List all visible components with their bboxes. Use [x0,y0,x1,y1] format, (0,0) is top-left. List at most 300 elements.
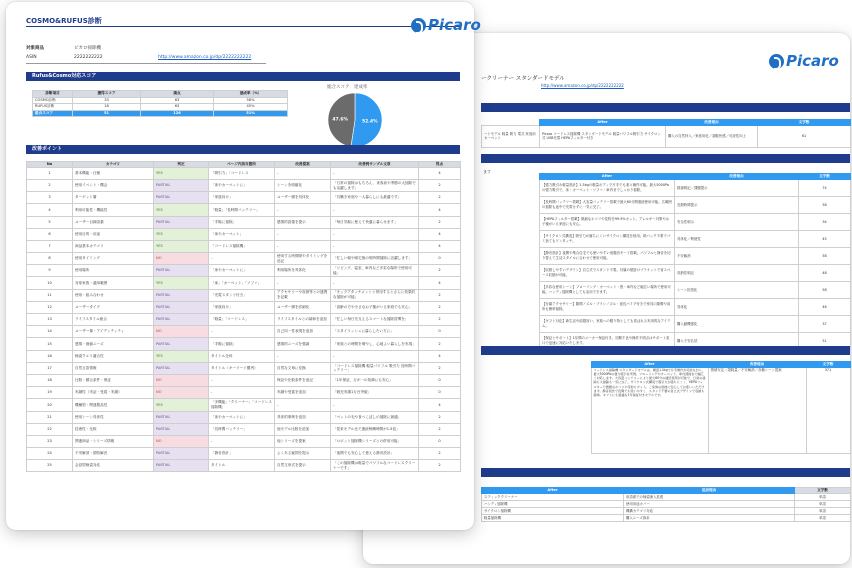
table-cell: 371 [806,367,850,453]
table-row [27,460,461,472]
table-cell: 46 [799,298,851,315]
table-cell: 具体化／利便性 [675,230,799,247]
score-cell: COSMO診断 [33,97,73,104]
items-header-location: ページ内該当箇所 [209,162,275,168]
item-proposal: 使用する時間帯やタイミングを追記 [275,253,331,265]
table-cell: 【長時間バッテリー搭載】大容量バッテリー搭載で最大60分間連続使用可能。広範囲の掃除も途中で充電せずに一気に完了。 [540,196,675,213]
item-category: 実績性（実証・受賞・実績） [73,387,154,399]
item-location: 「軽量」「長時間バッテリー」 [209,204,275,216]
back-title-section-bar [481,103,850,112]
item-category: ユーザー像・アイデンティティ [73,326,154,338]
t4-header-reason: 追加理由 [624,488,795,494]
item-location: 「床やカーペットに」 [209,265,275,277]
item-no: 16 [27,350,73,362]
table-row [27,167,461,179]
item-no: 12 [27,301,73,313]
item-location: 「床」「カーペット」「ソファ」 [209,277,275,289]
table-cell: 単語 [795,507,851,514]
item-location: 「多機能」「クリーナー」「コードレス掃除機」 [209,399,275,411]
item-category: ユーザータイプ [73,301,154,313]
table-row [27,326,461,338]
table-cell: 【保証とサポート】1年間のメーカー保証付き。初期不良や操作不明点はサポート窓口で迅速に対応いたします。 [540,332,675,349]
item-location: 「家族向け」 [209,301,275,313]
item-points: 2 [419,301,461,313]
item-no: 15 [27,338,73,350]
item-no: 17 [27,362,73,374]
table-cell: ードモデル 軽量 吸力 電式 家庭用 カーペット [482,125,540,147]
item-points: 4 [419,350,461,362]
item-judgement: PARTIAL [154,314,209,326]
item-sample: 「高齢の方や小さなお子様がいる家庭でも安心」 [331,301,419,313]
item-judgement: NO [154,374,209,386]
item-points: 2 [419,423,461,435]
item-sample: 「共働き家庭や一人暮らしにも最適です」 [331,192,419,204]
table-row [27,179,461,191]
picaro-logo-text: Picaro [786,52,839,70]
score-section-bar: Rufus&Cosmo対応スコア [26,72,460,81]
item-location: - [209,387,275,399]
item-points: 2 [419,179,461,191]
table-cell: 58 [799,196,851,213]
product-url[interactable]: http://www.amazon.co.jp/dp/2222222222 [158,55,252,60]
item-proposal: アクセサリーや収納等との連携を記載 [275,289,331,301]
score-header-rate: 達成率（%） [214,91,288,98]
back-keywords-section-bar [481,468,850,477]
table-row [27,387,461,399]
table-row [27,435,461,447]
table-cell: 購入動機強化 [675,315,799,332]
score-header-max: 満点 [141,91,214,98]
title-improvement-table [481,119,851,148]
item-location: 「コードレス掃除機」 [209,240,275,252]
item-no: 8 [27,253,73,265]
table-cell: Picaro コードレス掃除機 スタンダードモデル 軽量パワフル吸引力 サイクロン式 USB充電 HEPAフィルター付き [540,125,666,147]
title-divider [26,26,460,27]
item-sample: 「夜間でも安心して使える静音設計」 [331,448,419,460]
item-points: 4 [419,399,461,411]
t3-header-count: 文字数 [806,362,850,368]
item-judgement: PARTIAL [154,216,209,228]
item-judgement: YES [154,350,209,362]
item-judgement: PARTIAL [154,179,209,191]
report-page-front [6,2,481,530]
table-cell: 51 [799,332,851,349]
items-header-no: No [27,162,73,168]
item-no: 14 [27,326,73,338]
t1-header-reason: 改善理由 [666,120,758,126]
item-sample: - [331,240,419,252]
table-cell: 単語 [795,500,851,507]
item-sample: 「毎日気軽に使えて快適に暮らせます」 [331,216,419,228]
item-points: 4 [419,240,461,252]
table-cell: スティッククリーナー [482,493,624,500]
item-no: 24 [27,448,73,460]
items-header-category: カテゴリ [73,162,154,168]
table-cell: 74 [799,179,851,196]
description-improvement-table [481,361,851,454]
table-row [27,374,461,386]
product-name: ピカロ掃除機 [74,46,101,51]
item-no: 6 [27,228,73,240]
item-category: 使用目的・用途 [73,228,154,240]
item-sample: 「日常の掃除はもちろん、来客前や季節の大掃除でも活躍します」 [331,179,419,191]
item-points: 2 [419,411,461,423]
bullets-before-label: ます [483,169,491,174]
item-sample: - [331,204,419,216]
table-row [27,277,461,289]
item-sample: - [331,228,419,240]
item-judgement: YES [154,240,209,252]
item-judgement: PARTIAL [154,338,209,350]
item-no: 10 [27,277,73,289]
item-sample: - [331,167,419,179]
table-cell: 34 [799,213,851,230]
items-header-points: 得点 [419,162,461,168]
item-points: 4 [419,277,461,289]
table-cell: 【強力吸引＆軽量設計】1.5kgの軽量ボディで片手でも楽々操作可能。最大5000Paの強力吸引で、床・カーペット・ソファ・車内までしっかり掃除。 [540,179,675,196]
item-category: 比較・競合条件・保証 [73,374,154,386]
item-points: 2 [419,192,461,204]
item-sample: 「ロボット掃除機シリーズとの併用可能」 [331,435,419,447]
item-judgement: PARTIAL [154,362,209,374]
table-row [27,204,461,216]
table-cell: 単語 [795,493,851,500]
item-points: 4 [419,167,461,179]
item-no: 9 [27,265,73,277]
item-proposal: - [275,204,331,216]
table-cell: シーン拡張化 [675,281,799,298]
item-judgement: NO [154,435,209,447]
table-cell: 軽量掃除機 [482,514,624,521]
item-points: 2 [419,314,461,326]
item-location: - [209,326,275,338]
item-sample: 「この掃除機は軽量でパワフルなコードレスクリーナーです」 [331,460,419,472]
table-row [27,289,461,301]
keywords-table [481,487,851,522]
achievement-pie-chart [326,91,384,149]
item-judgement: PARTIAL [154,289,209,301]
table-row [27,399,461,411]
item-category: 自然言語情報 [73,362,154,374]
item-judgement: PARTIAL [154,192,209,204]
item-judgement: PARTIAL [154,265,209,277]
item-category: 対象家族・適用範囲 [73,277,154,289]
table-cell: ハンディ掃除機 [482,500,624,507]
score-cell: 33 [73,97,141,104]
item-proposal: - [275,277,331,289]
back-page-title: ークリーナー スタンダードモデル [481,76,565,82]
item-judgement: YES [154,167,209,179]
item-no: 21 [27,411,73,423]
item-sample: - [331,277,419,289]
item-category: 使用シーン具体性 [73,411,154,423]
item-sample: 「忙しい朝や帰宅後の短時間掃除に活躍します」 [331,253,419,265]
item-no: 20 [27,399,73,411]
product-label: 対象商品 [26,46,44,51]
table-cell: 61 [758,125,851,147]
item-no: 7 [27,240,73,252]
table-cell: 使用用途カバー [624,500,795,507]
table-row [27,253,461,265]
score-cell: 58% [214,97,288,104]
t4-header-after: After [482,488,624,494]
picaro-logo-icon [411,18,426,33]
item-category: 会話型検索対応 [73,460,154,472]
item-category: 使用タイミング [73,253,154,265]
picaro-logo-icon [769,54,784,69]
item-points: 2 [419,338,461,350]
asin-label: ASIN [26,55,37,60]
pie-chart-title: 総合スコア 達成率 [327,85,368,90]
table-cell: 具体化 [675,298,799,315]
item-proposal: ユーザー層を詳細化 [275,301,331,313]
improvement-items-table [26,161,461,472]
table-row [27,448,461,460]
back-description-section-bar [481,346,850,355]
back-product-url[interactable]: http://www.amazon.co.jp/dp/2222222222 [541,83,624,88]
asin-value: 2222222222 [74,55,103,60]
item-category: 感情・価値ニーズ [73,338,154,350]
table-cell: 機構カテゴリ対応 [624,507,795,514]
items-header-proposal: 改善提案 [275,162,331,168]
total-score-cell: 総合スコア [33,110,73,117]
table-row [27,314,461,326]
t2-header-count: 文字数 [799,174,851,180]
item-proposal: 他シリーズを提案 [275,435,331,447]
table-row [27,228,461,240]
score-cell: 63 [141,97,214,104]
item-category: 基本機能・仕様 [73,167,154,179]
item-proposal: 他モデル比較を追加 [275,423,331,435]
table-cell: 【付属アクセサリー】隙間ノズル・ブラシノズル・延長パイプ付きで家具の隙間や高所も簡単掃除。 [540,298,675,315]
table-row [27,411,461,423]
picaro-logo [769,52,839,70]
item-category: ターゲット層 [73,192,154,204]
score-cell: 45% [214,104,288,111]
table-cell: コードレス掃除機 スタンダードモデルは、軽量1.5kgで片手操作が可能ながら、最大5000Paの強力吸引を実現。フローリングやカーペット、車内清掃まで幅広く対応します。大容量バッテリーにより最大60分の連続使用が可能で、日常の掃除も大掃除も一気に完了。サイクロン式構造で吸引力が落ちにくく、HEPAフィルターで微細なホコリや花粉もカット。ご家族の皆様に安心してお使いいただけます。静音設計で夜間でも使いやすく、スタンド不要の自立式デザインで収納も簡単。ギフトにも最適な1年保証付きモデルです。 [591,367,708,453]
item-judgement: NO [154,387,209,399]
item-proposal: ユーザー層を具体化 [275,192,331,204]
item-category: 機種型・関連製品性 [73,399,154,411]
table-row [27,192,461,204]
item-proposal: 自己同一性表現を追加 [275,326,331,338]
item-proposal: よくある疑問を提示 [275,448,331,460]
t3-header-after: After [591,362,708,368]
item-category: 使用・組み合わせ [73,289,154,301]
table-cell: 【サイクロン式構造】吸引力が落ちにくいサイクロン構造を採用。紙パック不要でゴミ捨てもワンタッチ。 [540,230,675,247]
score-header-earned: 獲得スコア [73,91,141,98]
item-location: 「手軽に掃除」 [209,216,275,228]
item-location: - [209,435,275,447]
item-category: 使用イベント・機会 [73,179,154,191]
item-judgement: PARTIAL [154,460,209,472]
picaro-logo-text: Picaro [428,16,481,34]
item-points: 0 [419,374,461,386]
back-bullets-section-bar [481,154,850,163]
item-judgement: PARTIAL [154,301,209,313]
table-cell: 45 [799,230,851,247]
item-proposal: - [275,240,331,252]
item-location: 「静音設計」 [209,448,275,460]
item-points: 2 [419,265,461,277]
pie-data-label: 52.4% [361,119,378,125]
item-points: 2 [419,216,461,228]
item-sample: 「ペットの毛や食べこぼしの掃除に最適」 [331,411,419,423]
item-no: 2 [27,179,73,191]
item-sample: - [331,399,419,411]
items-header-sample: 改善例サンプル文章 [331,162,419,168]
item-location: 「床やカーペット」 [209,228,275,240]
item-points: 4 [419,228,461,240]
t1-header-count: 文字数 [758,120,851,126]
table-cell: 単語 [795,514,851,521]
item-judgement: YES [154,399,209,411]
item-points: 0 [419,435,461,447]
item-sample: 「1年保証、万が一の故障にも安心」 [331,374,419,386]
table-cell: 安全性明示 [675,213,799,230]
item-judgement: YES [154,228,209,240]
item-points: 2 [419,289,461,301]
item-proposal: 実績や受賞を追加 [275,387,331,399]
item-proposal: - [275,399,331,411]
report-title: COSMO&RUFUS診断 [26,17,102,25]
table-cell: 用語面での検索流入拡張 [624,493,795,500]
item-category: 関連商品・シリーズ情報 [73,435,154,447]
item-no: 13 [27,314,73,326]
item-points: 0 [419,326,461,338]
item-proposal: シーンを明確化 [275,179,331,191]
table-cell: 購入の自然拝入／家庭用化／超軽快感／可読性向上 [666,125,758,147]
t2-header-after: After [540,174,675,180]
total-score-cell: 51 [73,110,141,117]
item-proposal: 自然文形式を提示 [275,460,331,472]
t1-header-after: After [540,120,666,126]
table-cell: 不安解消 [675,247,799,264]
item-judgement: PARTIAL [154,448,209,460]
table-cell: 【収納しやすいデザイン】自立式でスタンド不要。付属の壁掛けブラケットで省スペース収納が可能。 [540,264,675,281]
item-sample: 「リビング、寝室、車内など多彩な場所で使用可能」 [331,265,419,277]
item-sample: - [331,350,419,362]
table-row [27,362,461,374]
item-sample: 「販売実績1万台突破」 [331,387,419,399]
item-proposal: - [275,350,331,362]
item-sample: 「忙しい毎日を支えるスマートな掃除習慣を」 [331,314,419,326]
table-cell: 58 [799,281,851,298]
item-points: 2 [419,362,461,374]
table-cell: 37 [799,315,851,332]
item-sample: 「モップアタッチメントと併用するとさらに効果的な掃除が可能」 [331,289,419,301]
picaro-logo [411,16,481,34]
item-proposal: 利用場所を具体化 [275,265,331,277]
table-row [27,301,461,313]
item-category: ユーザー目線語彙 [73,216,154,228]
info-divider [26,63,266,64]
table-cell: 購入不安払拭 [675,332,799,349]
item-category: 商品基本カテゴリ [73,240,154,252]
items-section-bar: 改善ポイント [26,145,460,154]
item-location: 「軽量」「コードレス」 [209,314,275,326]
item-judgement: YES [154,277,209,289]
score-table [32,90,288,117]
item-no: 1 [27,167,73,179]
table-row [27,350,461,362]
item-judgement: NO [154,326,209,338]
item-category: 使用場所 [73,265,154,277]
item-location: - [209,253,275,265]
table-cell: 48 [799,264,851,281]
table-cell: 【ギフト対応】新生活や結婚祝い、家族への贈り物としても喜ばれる実用的なアイテム。 [540,315,675,332]
item-proposal: 具体的事例を追加 [275,411,331,423]
total-score-cell: 51% [214,110,288,117]
item-category: 不安解消・期待解決 [73,448,154,460]
table-cell: 収納性明記 [675,264,799,281]
item-proposal: - [275,228,331,240]
item-points: 0 [419,387,461,399]
score-cell: 63 [141,104,214,111]
item-points: 2 [419,460,461,472]
item-location: 「床やカーペットに」 [209,411,275,423]
table-cell: 【静音設計】夜間や集合住宅でも使いやすい低騒音モード搭載。パワフルと静音を切り替えて生活スタイルに合わせて使用可能。 [540,247,675,264]
item-no: 11 [27,289,73,301]
table-row [27,240,461,252]
item-proposal: 感情的語彙を提示 [275,216,331,228]
table-cell: 58 [799,247,851,264]
items-header-judgement: 判定 [154,162,209,168]
item-category: 利用可能性・機能性 [73,204,154,216]
item-location: タイトル全体 [209,350,275,362]
total-score-cell: 126 [141,110,214,117]
table-cell: 【多彩な使用シーン】フローリング・カーペット・畳・車内など幅広い場所で使用可能。ハンディ掃除機としても活用できます。 [540,281,675,298]
item-proposal: ライフスタイルとの調和を追加 [275,314,331,326]
table-cell: 情緒安定／超軽量／不安解消／各種シーン提案 [708,367,806,453]
item-proposal: 保証や比較条件を追記 [275,374,331,386]
table-cell: サイクロン掃除機 [482,507,624,514]
item-sample: 「従来モデル比で連続稼働時間が1.5倍」 [331,423,419,435]
score-cell: 18 [73,104,141,111]
item-no: 3 [27,192,73,204]
item-location: 「家族向け」 [209,192,275,204]
item-proposal: 自然な文章に変換 [275,362,331,374]
bullets-improvement-table [539,173,851,350]
item-judgement: PARTIAL [154,423,209,435]
item-location: 「吸引力」「コードレス [209,167,275,179]
table-cell: 長期時間提示 [675,196,799,213]
item-location: 「手軽に掃除」 [209,338,275,350]
table-cell: 数値明記／課題提示 [675,179,799,196]
table-row [27,423,461,435]
t2-header-reason: 改善理由 [675,174,799,180]
item-location: 「長時間バッテリー」 [209,423,275,435]
item-no: 22 [27,423,73,435]
item-no: 5 [27,216,73,228]
table-row [27,216,461,228]
t3-header-reason: 改善理由 [708,362,806,368]
item-judgement: NO [154,253,209,265]
item-proposal: - [275,167,331,179]
item-category: 検索クエリ適合性 [73,350,154,362]
item-points: 2 [419,448,461,460]
score-header-item: 診断項目 [33,91,73,98]
pie-data-label: 47.6% [332,117,349,123]
item-no: 4 [27,204,73,216]
table-row [27,265,461,277]
item-sample: 「家族との時間を増やし、心地よい暮らしを実現」 [331,338,419,350]
item-no: 23 [27,435,73,447]
item-location: タイトル [209,460,275,472]
item-location: 「充電スタンド付き」 [209,289,275,301]
table-cell: 購入ニーズ訴求 [624,514,795,521]
item-sample: 「コードレス掃除機 軽量パワフル 吸引力 長時間バッテリー」 [331,362,419,374]
